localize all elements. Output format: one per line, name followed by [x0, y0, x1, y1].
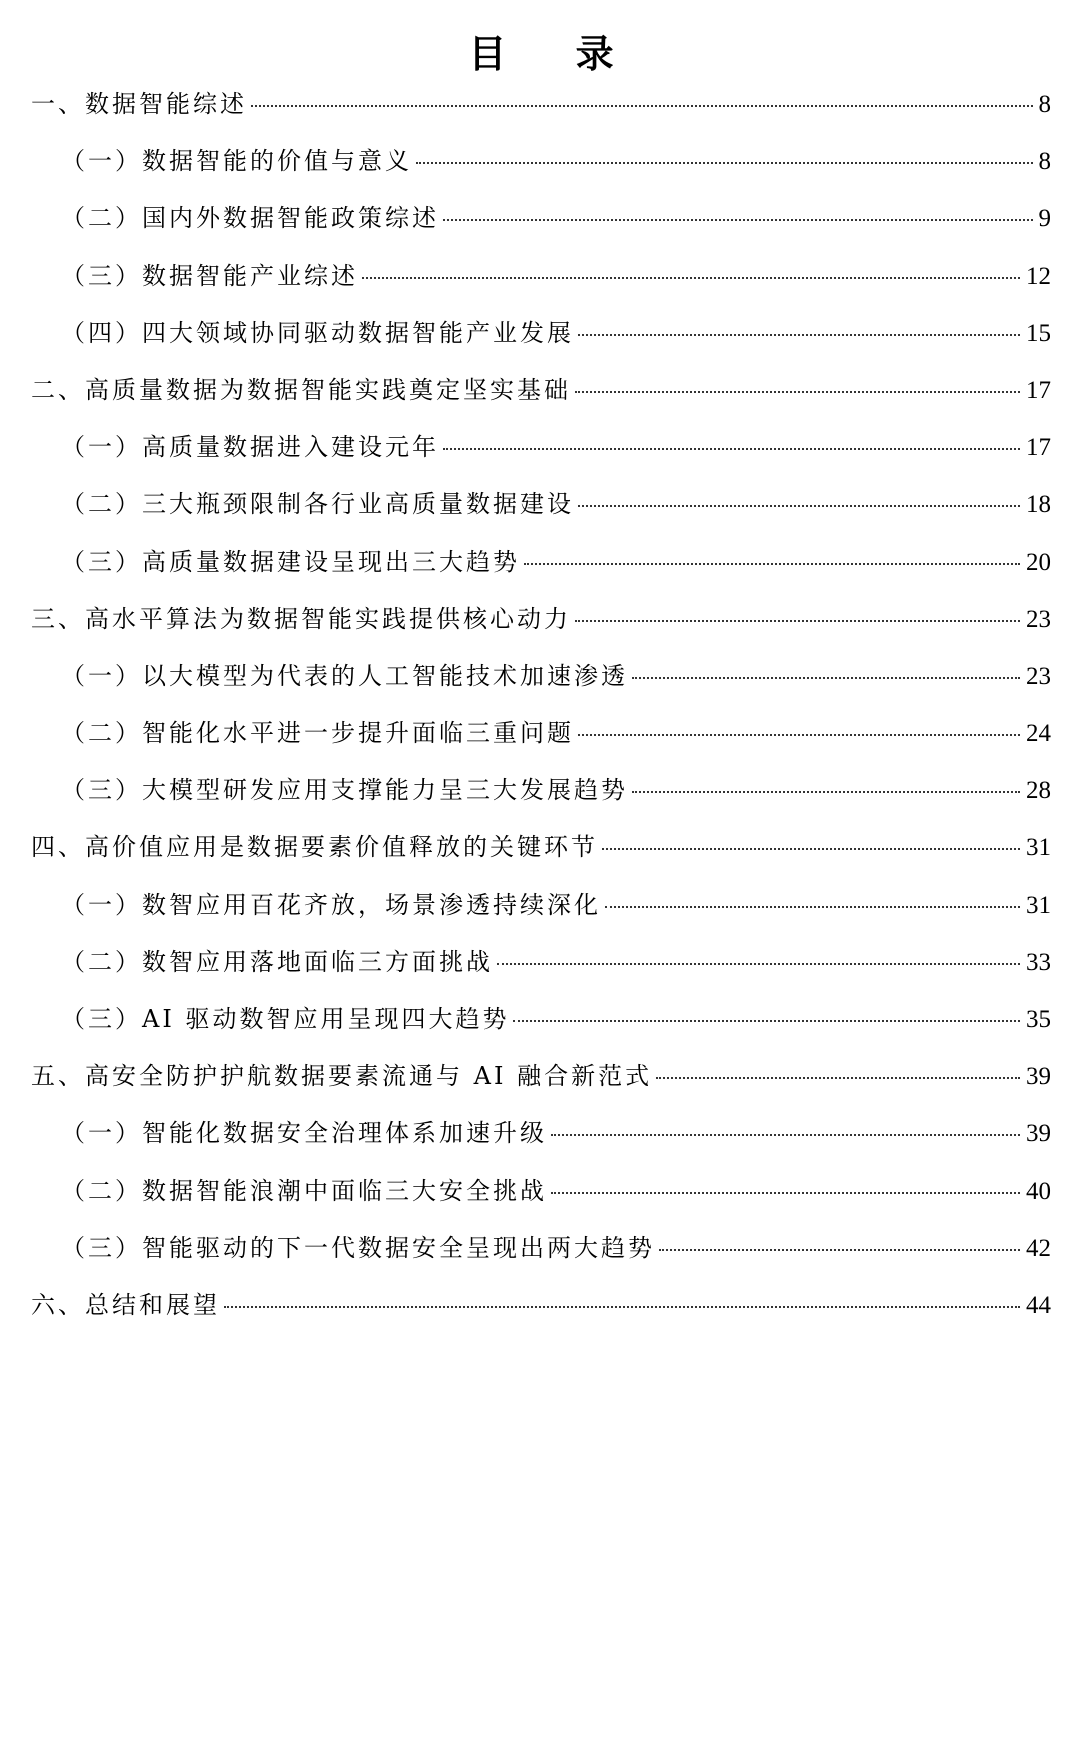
toc-page-number: 8	[1038, 91, 1051, 118]
toc-entry-label: 三、高水平算法为数据智能实践提供核心动力	[31, 604, 571, 633]
toc-entry-label: （三）大模型研发应用支撑能力呈三大发展趋势	[61, 776, 628, 805]
toc-dot-leader	[632, 791, 1020, 793]
toc-page-number: 8	[1038, 148, 1051, 176]
toc-entry-label: 二、高质量数据为数据智能实践奠定坚实基础	[31, 375, 571, 404]
toc-entry-label: （四）四大领域协同驱动数据智能产业发展	[61, 318, 574, 347]
toc-chapter-entry[interactable]	[31, 599, 1051, 656]
toc-dot-leader	[575, 391, 1020, 393]
toc-dot-leader	[443, 448, 1020, 450]
toc-page-number: 31	[1026, 834, 1051, 862]
toc-dot-leader	[578, 734, 1020, 736]
toc-entry-label: （三）数据智能产业综述	[61, 261, 358, 290]
toc-dot-leader	[524, 563, 1020, 565]
toc-dot-leader	[578, 505, 1020, 507]
toc-chapter-entry[interactable]	[31, 84, 1051, 141]
toc-section-entry[interactable]	[31, 885, 1051, 942]
toc-dot-leader	[602, 848, 1020, 850]
toc-entry-label: 六、总结和展望	[31, 1290, 220, 1319]
toc-page-number: 15	[1026, 319, 1051, 347]
toc-section-entry[interactable]	[31, 656, 1051, 713]
toc-page-number: 18	[1026, 491, 1051, 519]
toc-chapter-entry[interactable]	[31, 827, 1051, 884]
toc-dot-leader	[362, 277, 1020, 279]
toc-page-number: 39	[1026, 1063, 1051, 1091]
toc-entry-label: （一）高质量数据进入建设元年	[61, 433, 439, 462]
toc-entry-label: （二）三大瓶颈限制各行业高质量数据建设	[61, 490, 574, 519]
toc-dot-leader	[497, 963, 1020, 965]
toc-section-entry[interactable]	[31, 1171, 1051, 1228]
toc-section-entry[interactable]	[31, 141, 1051, 198]
toc-page-number: 35	[1026, 1006, 1051, 1033]
toc-entry-label: （三）高质量数据建设呈现出三大趋势	[61, 547, 520, 576]
toc-section-entry[interactable]	[31, 1113, 1051, 1170]
toc-page-number: 20	[1026, 548, 1051, 576]
toc-page-number: 44	[1026, 1291, 1051, 1319]
toc-entry-label: （二）智能化水平进一步提升面临三重问题	[61, 719, 574, 748]
toc-dot-leader	[605, 906, 1020, 908]
toc-chapter-entry[interactable]	[31, 1056, 1051, 1113]
toc-section-entry[interactable]	[31, 770, 1051, 827]
toc-dot-leader	[416, 162, 1033, 164]
toc-section-entry[interactable]	[31, 1228, 1051, 1285]
toc-section-entry[interactable]	[31, 713, 1051, 770]
toc-section-entry[interactable]	[31, 942, 1051, 999]
toc-page-number: 42	[1026, 1234, 1051, 1262]
toc-dot-leader	[578, 334, 1020, 336]
toc-entry-label: （二）国内外数据智能政策综述	[61, 204, 439, 233]
toc-section-entry[interactable]	[31, 484, 1051, 541]
toc-entry-label: 一、数据智能综述	[31, 90, 247, 118]
toc-section-entry[interactable]	[31, 542, 1051, 599]
toc-chapter-entry[interactable]	[31, 1285, 1051, 1342]
toc-entry-label: （一）智能化数据安全治理体系加速升级	[61, 1119, 547, 1148]
toc-section-entry[interactable]	[31, 999, 1051, 1056]
toc-entry-label: （三）智能驱动的下一代数据安全呈现出两大趋势	[61, 1233, 655, 1262]
toc-page-number: 17	[1026, 434, 1051, 462]
toc-dot-leader	[443, 219, 1033, 221]
toc-entry-label: 五、高安全防护护航数据要素流通与 AI 融合新范式	[31, 1062, 653, 1091]
toc-dot-leader	[551, 1134, 1020, 1136]
toc-dot-leader	[224, 1306, 1020, 1308]
toc-page-number: 40	[1026, 1177, 1051, 1205]
toc-dot-leader	[513, 1020, 1020, 1022]
toc-title: 目 录	[468, 32, 642, 76]
toc-page-number: 28	[1026, 777, 1051, 805]
toc-dot-leader	[251, 105, 1033, 107]
toc-dot-leader	[551, 1192, 1020, 1194]
toc-section-entry[interactable]	[31, 313, 1051, 370]
toc-section-entry[interactable]	[31, 427, 1051, 484]
toc-entry-label: 四、高价值应用是数据要素价值释放的关键环节	[31, 833, 598, 862]
toc-chapter-entry[interactable]	[31, 370, 1051, 427]
toc-page-number: 17	[1026, 376, 1051, 404]
toc-list	[31, 84, 1051, 1342]
toc-page-number: 24	[1026, 720, 1051, 748]
toc-page-number: 12	[1026, 262, 1051, 290]
toc-section-entry[interactable]	[31, 198, 1051, 255]
toc-dot-leader	[659, 1249, 1020, 1251]
toc-page-number: 23	[1026, 662, 1051, 690]
toc-dot-leader	[575, 620, 1020, 622]
toc-entry-label: （一）以大模型为代表的人工智能技术加速渗透	[61, 661, 628, 690]
toc-page-number: 9	[1038, 205, 1051, 233]
toc-dot-leader	[632, 677, 1020, 679]
toc-page-number: 39	[1026, 1120, 1051, 1148]
toc-entry-label: （二）数智应用落地面临三方面挑战	[61, 947, 493, 976]
toc-page-number: 31	[1026, 891, 1051, 919]
toc-dot-leader	[656, 1077, 1020, 1079]
toc-page-number: 33	[1026, 948, 1051, 976]
toc-entry-label: （一）数智应用百花齐放，场景渗透持续深化	[61, 890, 601, 919]
toc-entry-label: （二）数据智能浪潮中面临三大安全挑战	[61, 1176, 547, 1205]
toc-section-entry[interactable]	[31, 256, 1051, 313]
toc-page-number: 23	[1026, 605, 1051, 633]
toc-entry-label: （三）AI 驱动数智应用呈现四大趋势	[61, 1005, 510, 1033]
toc-entry-label: （一）数据智能的价值与意义	[61, 147, 412, 176]
